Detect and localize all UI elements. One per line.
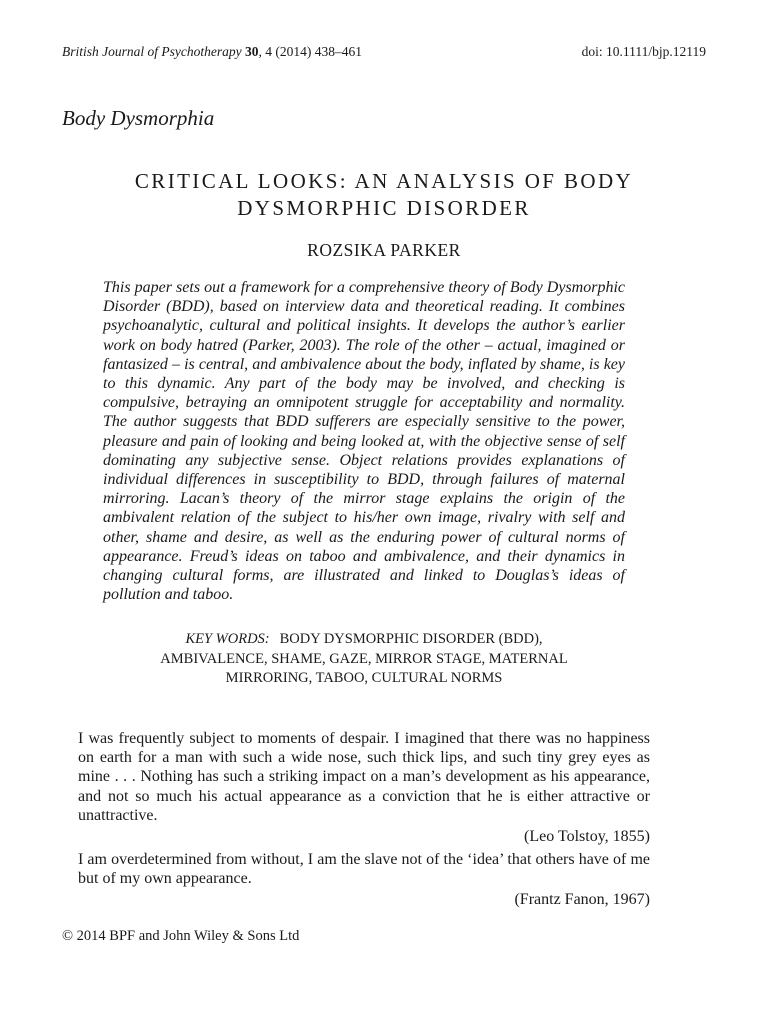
section-label: Body Dysmorphia: [62, 106, 215, 130]
keywords: [103, 630, 625, 689]
journal-citation: [62, 44, 362, 60]
epigraph-attribution: (Frantz Fanon, 1967): [514, 891, 650, 909]
epigraph-text: I am overdetermined from without, I am the slave not of the ‘idea’ that others have of me but of my own appearance.: [78, 851, 650, 888]
epigraph-text: I was frequently subject to moments of despair. I imagined that there was no happiness on earth for a man with such a wide nose, such thick lips, and such tiny grey eyes as mine . . . Nothing has such a striking impact on a man’s development as his appearance, and not so much his actual appearance as a conviction that he is either attractive or unattractive.: [78, 730, 650, 824]
journal-name: British Journal of Psychotherapy: [62, 44, 242, 59]
journal-volume: 30: [244, 44, 259, 59]
epigraph-tolstoy: [78, 729, 650, 846]
article-title: [62, 168, 706, 222]
copyright-notice: © 2014 BPF and John Wiley & Sons Ltd: [62, 928, 300, 944]
doi: doi: 10.1111/bjp.12119: [581, 44, 706, 59]
keywords-line-3: MIRRORING, TABOO, CULTURAL NORMS: [225, 670, 503, 686]
epigraph-fanon: [78, 850, 650, 910]
keywords-line-1: BODY DYSMORPHIC DISORDER (BDD),: [279, 631, 543, 647]
running-header: [62, 44, 706, 60]
title-line-2: DYSMORPHIC DISORDER: [237, 196, 531, 220]
abstract: This paper sets out a framework for a comprehensive theory of Body Dysmorphic Disorder (BDD), based on interview data and theoretical reading. It combines psychoanalytic, cultural and political insights. It develops the author’s earlier work on body hatred (Parker, 2003). The role of the other – actual, imagined or fantasized – is central, and ambivalence about the body, inflated by shame, is key to this dynamic. Any part of the body may be involved, and checking is compulsive, betraying an omnipotent struggle for acceptability and normality. The author suggests that BDD sufferers are especially sensitive to the power, pleasure and pain of looking and being looked at, with the objective sense of self dominating any subjective sense. Object relations provides explanations of individual differences in susceptibility to BDD, through failures of maternal mirroring. Lacan’s theory of the mirror stage explains the origin of the ambivalent relation of the subject to his/her own image, rivalry with self and other, shame and desire, as well as the enduring power of cultural norms of appearance. Freud’s ideas on taboo and ambivalence, and their dynamics in changing cultural forms, are illustrated and linked to Douglas’s ideas of pollution and taboo.: [103, 279, 625, 604]
title-line-1: CRITICAL LOOKS: AN ANALYSIS OF BODY: [134, 169, 634, 193]
keywords-label: KEY WORDS:: [185, 631, 270, 647]
author-name: ROZSIKA PARKER: [307, 240, 461, 260]
journal-issue-pages: , 4 (2014) 438–461: [258, 44, 362, 59]
epigraph-attribution: (Leo Tolstoy, 1855): [524, 828, 650, 846]
keywords-line-2: AMBIVALENCE, SHAME, GAZE, MIRROR STAGE, MATERNAL: [160, 650, 568, 667]
